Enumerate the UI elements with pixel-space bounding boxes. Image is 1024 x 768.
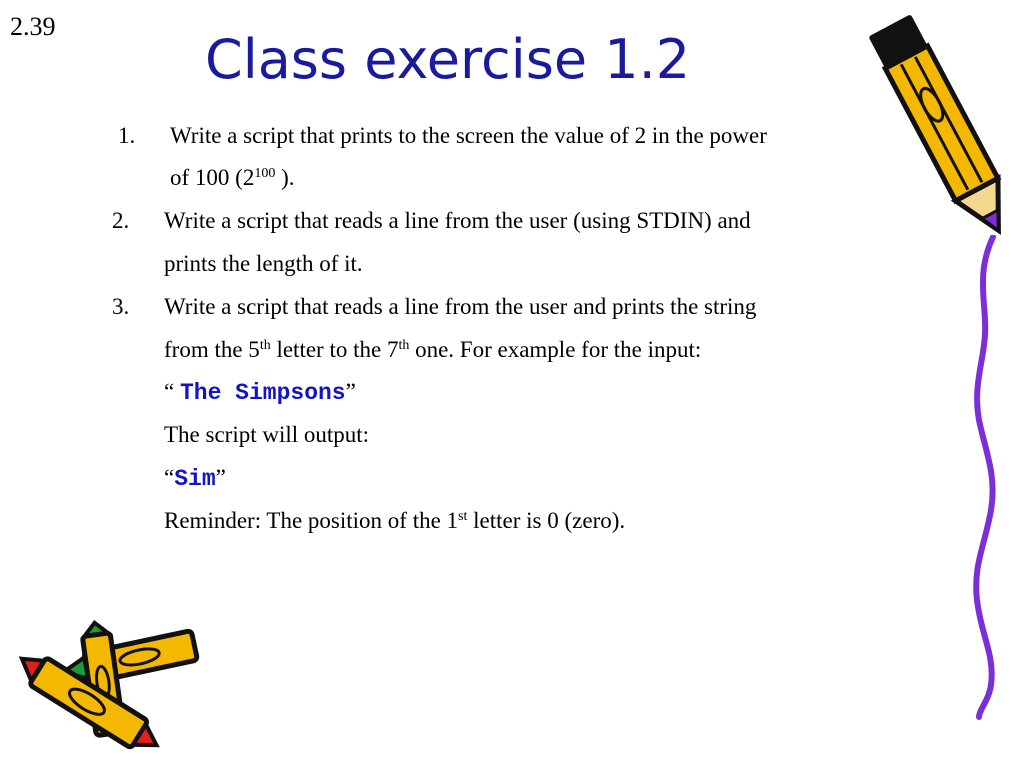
exercise-1-line1: Write a script that prints to the screen the value of 2 in the power xyxy=(170,123,767,148)
slide-number: 2.39 xyxy=(10,12,56,41)
exercise-3-number: 3. xyxy=(112,294,130,319)
reminder-sup: st xyxy=(458,509,468,524)
pencil-icon xyxy=(860,0,1020,245)
exercise-3-text-b: letter to the 7 xyxy=(270,337,399,362)
exercise-3-sup-2: th xyxy=(398,338,410,353)
exercise-2-line1: Write a script that reads a line from the user (using STDIN) and xyxy=(164,208,751,233)
quote-open: “ xyxy=(164,379,180,404)
exercise-3-output-line xyxy=(164,457,226,500)
exercise-3-text-a: from the 5 xyxy=(164,337,260,362)
exercise-1-line2 xyxy=(170,157,295,199)
exercise-1-number: 1. xyxy=(118,123,136,148)
exercise-3-line2 xyxy=(164,329,701,371)
exercise-1-text-end: ). xyxy=(275,165,295,190)
exercise-2-line2: prints the length of it. xyxy=(164,251,363,276)
quote-open: “ xyxy=(164,465,175,490)
reminder-text-a: Reminder: The position of the 1 xyxy=(164,508,459,533)
slide-title: Class exercise 1.2 xyxy=(205,28,691,91)
crayons-icon xyxy=(0,620,210,760)
quote-close: ” xyxy=(345,379,356,404)
exercise-3-reminder xyxy=(164,500,625,542)
reminder-text-b: letter is 0 (zero). xyxy=(467,508,626,533)
exercise-3-text-c: one. For example for the input: xyxy=(409,337,702,362)
exercise-1-text: of 100 (2 xyxy=(170,165,255,190)
exercise-3-output-label: The script will output: xyxy=(164,422,370,447)
wavy-border-line xyxy=(965,235,1010,720)
exercise-3-line1: Write a script that reads a line from the user and prints the string xyxy=(164,294,757,319)
exercise-3-input-line xyxy=(164,371,356,414)
output-example-code: Sim xyxy=(174,466,216,492)
exercise-2-number: 2. xyxy=(112,208,130,233)
exercise-3-sup-1: th xyxy=(259,338,271,353)
exercise-1-exponent: 100 xyxy=(254,166,276,181)
quote-close: ” xyxy=(215,465,226,490)
input-example-code: The Simpsons xyxy=(179,380,346,406)
